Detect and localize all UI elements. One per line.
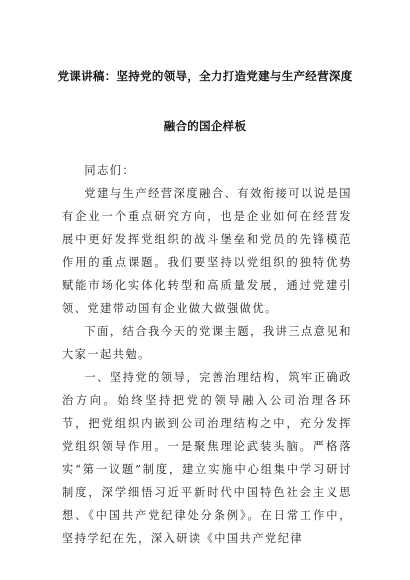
paragraph-point-one: 一、坚持党的领导，完善治理结构，筑牢正确政治方向。始终坚持把党的领导融入公司治理各环节，把党组织内嵌到公司治理结构之中，充分发挥党组织领导作用。一是聚焦理论武装头脑。严格落实“第一议题”制度，建立实施中心组集中学习研讨制度，深学细悟习近平新时代中国特色社会主义思想、《中国共产党纪律处分条例》。在日常工作中，坚持学纪在先，深入研读《中国共产党纪律 xyxy=(62,371,352,545)
document-title-line-1: 党课讲稿：坚持党的领导，全力打造党建与生产经营深度 xyxy=(57,69,353,83)
paragraph-overview: 下面，结合我今天的党课主题，我讲三点意见和大家一起共勉。 xyxy=(62,325,352,361)
document-body xyxy=(62,159,352,550)
salutation: 同志们： xyxy=(84,164,136,177)
paragraph-intro: 党建与生产经营深度融合、有效衔接可以说是国有企业一个重点研究方向，也是企业如何在经营发展中更好发挥党组织的战斗堡垒和党员的先锋模范作用的重点课题。我们要坚持以党组织的独特优势赋能市场化实体化转型和高质量发展，通过党建引领、党建带动国有企业做大做强做优。 xyxy=(62,187,352,315)
document-title-line-2: 融合的国企样板 xyxy=(163,119,247,133)
